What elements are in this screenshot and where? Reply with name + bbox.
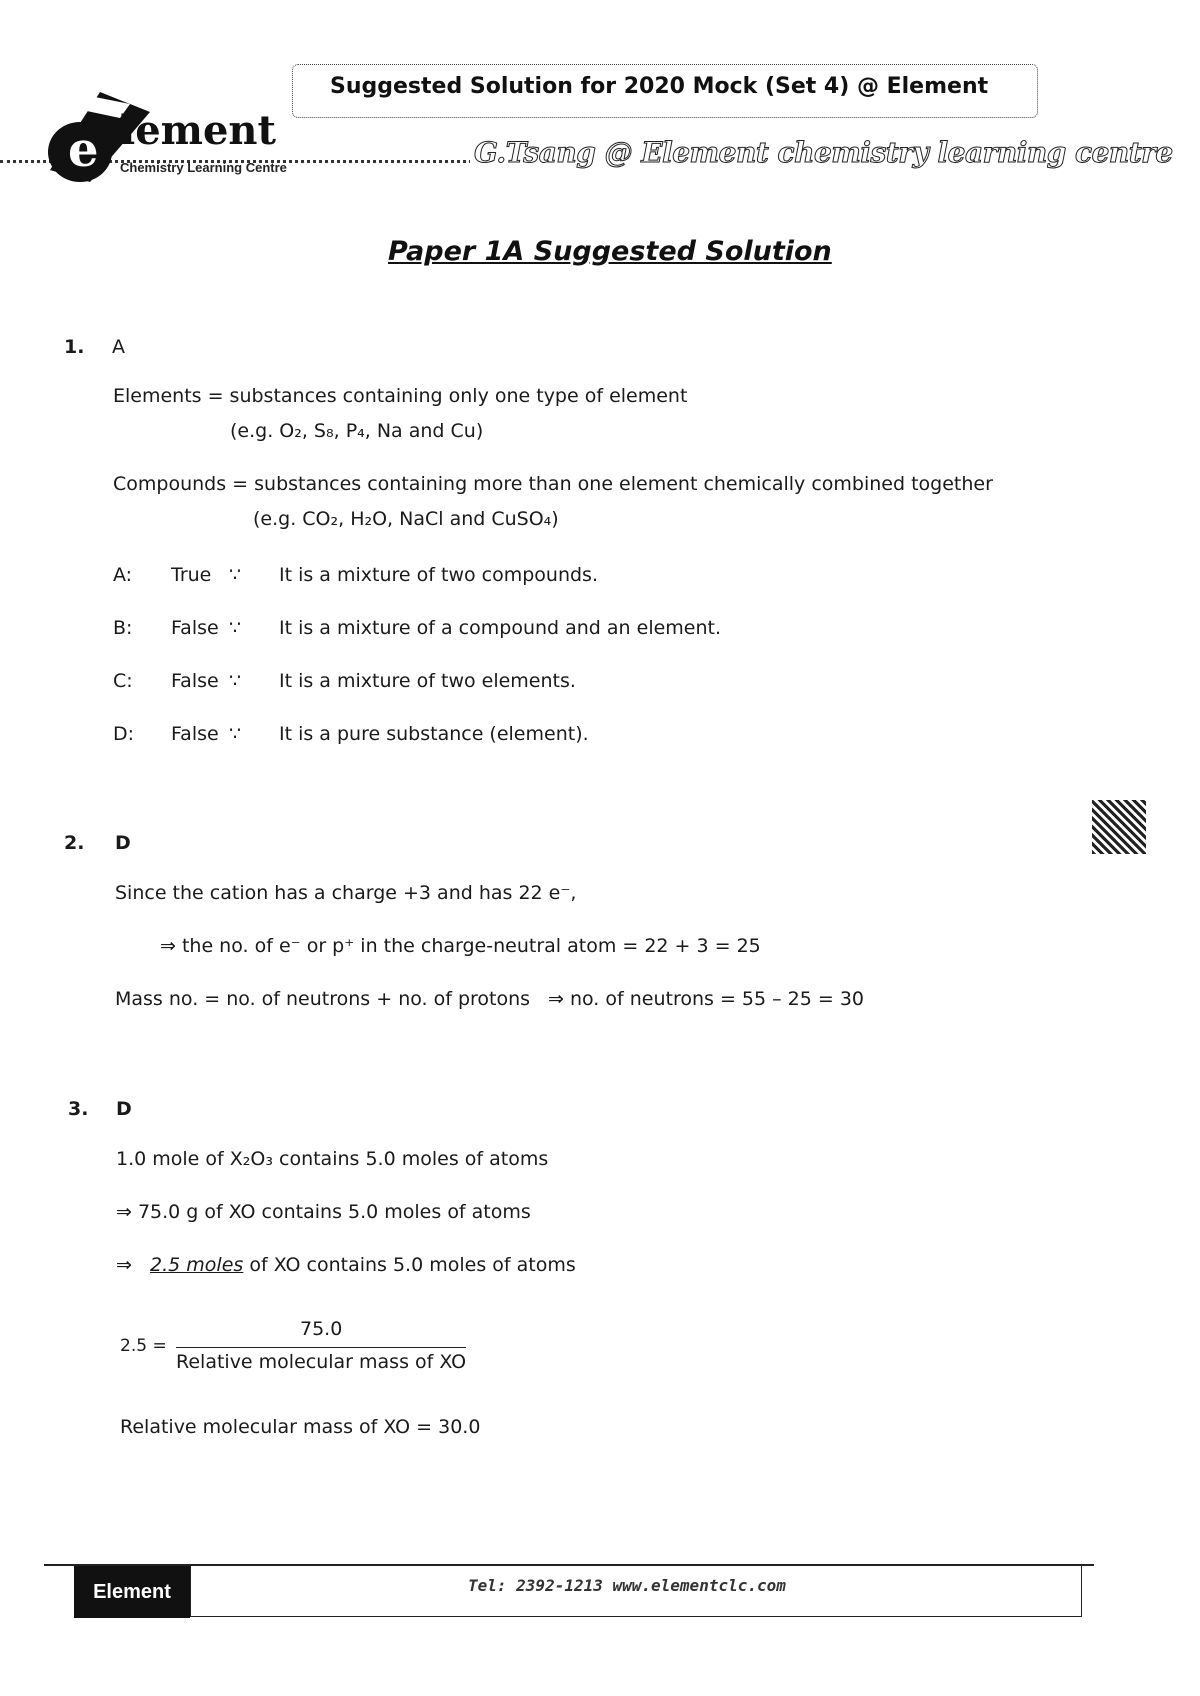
question-number: 1. — [64, 336, 85, 358]
fraction-denominator: Relative molecular mass of XO — [176, 1351, 467, 1373]
because-symbol: ∵ — [229, 564, 242, 586]
option-letter: D: — [113, 723, 135, 745]
paper-title: Paper 1A Suggested Solution — [388, 236, 832, 267]
q3-emphasis: 2.5 moles — [150, 1254, 244, 1276]
q3-line-2: ⇒ 75.0 g of XO contains 5.0 moles of atoms — [116, 1201, 531, 1223]
q3-line-3-rest: of XO contains 5.0 moles of atoms — [243, 1254, 576, 1276]
logo-word: lement — [120, 107, 276, 154]
option-reason: It is a mixture of two compounds. — [279, 564, 598, 586]
footer-contact: Tel: 2392-1213 www.elementclc.com — [468, 1576, 786, 1595]
footer-badge: Element — [74, 1566, 190, 1618]
question-answer: D — [115, 832, 131, 854]
scan-mark — [1092, 800, 1146, 854]
elements-definition: Elements = substances containing only one type of element — [113, 385, 688, 407]
option-verdict: False — [171, 670, 219, 692]
fraction-numerator: 75.0 — [300, 1318, 343, 1340]
q2-line-1: Since the cation has a charge +3 and has 22 e⁻, — [115, 882, 577, 904]
option-verdict: False — [171, 617, 219, 639]
option-letter: B: — [113, 617, 133, 639]
logo-letter: e — [68, 122, 99, 178]
logo-subtitle: Chemistry Learning Centre — [120, 160, 287, 175]
fraction-bar — [176, 1347, 466, 1348]
question-number: 3. — [68, 1098, 89, 1120]
q2-line-3a: Mass no. = no. of neutrons + no. of protons — [115, 988, 531, 1010]
question-answer: D — [116, 1098, 132, 1120]
question-answer: A — [112, 336, 125, 358]
because-symbol: ∵ — [229, 723, 242, 745]
because-symbol: ∵ — [229, 670, 242, 692]
option-reason: It is a pure substance (element). — [279, 723, 589, 745]
option-reason: It is a mixture of a compound and an element. — [279, 617, 722, 639]
compounds-definition: Compounds = substances containing more than one element chemically combined together — [113, 473, 993, 495]
fraction-lhs: 2.5 = — [120, 1336, 167, 1356]
because-symbol: ∵ — [229, 617, 242, 639]
element-logo — [30, 82, 320, 192]
option-verdict: True — [171, 564, 212, 586]
q3-line-1: 1.0 mole of X₂O₃ contains 5.0 moles of atoms — [116, 1148, 549, 1170]
q2-line-3b: ⇒ no. of neutrons = 55 – 25 = 30 — [548, 988, 865, 1010]
q3-line-3 — [116, 1254, 576, 1276]
header-title: Suggested Solution for 2020 Mock (Set 4) @ Element — [330, 74, 989, 99]
q3-result: Relative molecular mass of XO = 30.0 — [120, 1416, 481, 1438]
option-reason: It is a mixture of two elements. — [279, 670, 576, 692]
q2-line-2: ⇒ the no. of e⁻ or p⁺ in the charge-neutral atom = 22 + 3 = 25 — [160, 935, 761, 957]
question-number: 2. — [64, 832, 85, 854]
elements-examples: (e.g. O₂, S₈, P₄, Na and Cu) — [230, 420, 484, 442]
compounds-examples: (e.g. CO₂, H₂O, NaCl and CuSO₄) — [253, 508, 559, 530]
option-letter: A: — [113, 564, 133, 586]
option-letter: C: — [113, 670, 133, 692]
implies-arrow: ⇒ — [116, 1254, 132, 1276]
option-verdict: False — [171, 723, 219, 745]
author-credit: G.Tsang @ Element chemistry learning centre — [470, 136, 1177, 169]
